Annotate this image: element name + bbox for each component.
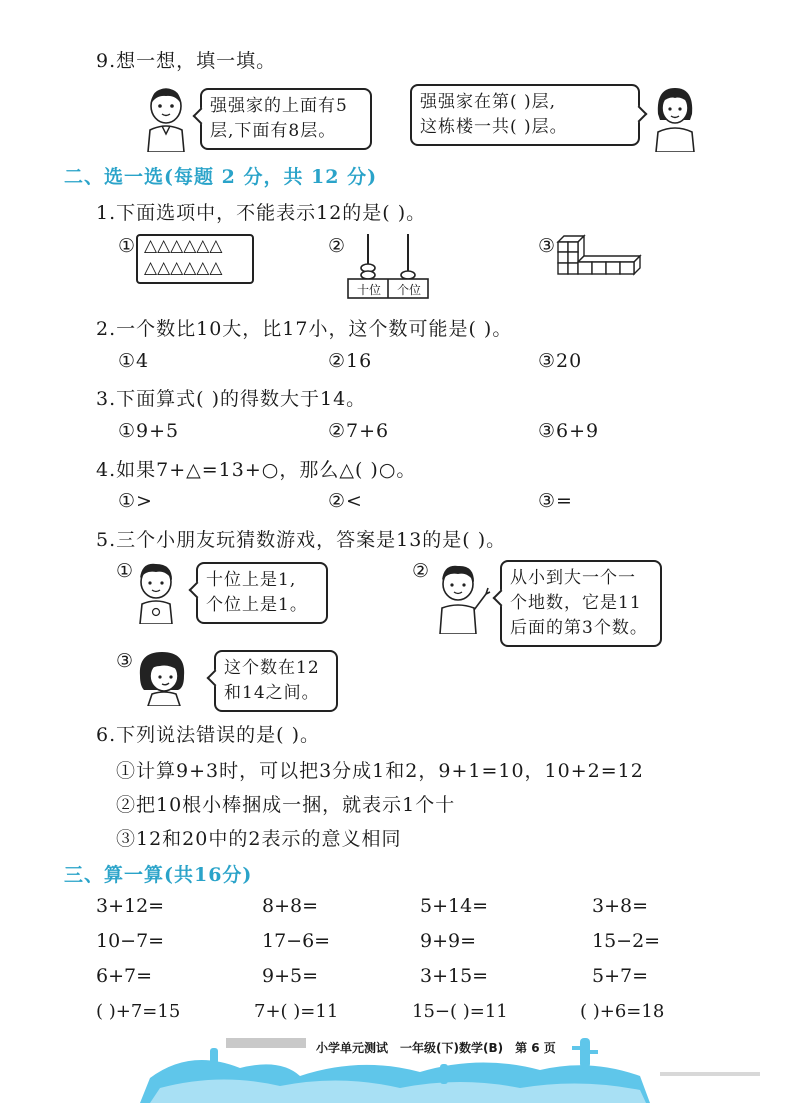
q2-option: ①4 xyxy=(118,350,150,372)
bubble-line: 个地数，它是11 xyxy=(510,593,642,613)
boy-illustration xyxy=(142,86,190,152)
q6-option: ①计算9+3时，可以把3分成1和2，9+1=10，10+2=12 xyxy=(116,760,644,782)
bubble-line: 十位上是1, xyxy=(206,570,297,590)
cubes-illustration xyxy=(556,234,642,276)
q2-option: ②16 xyxy=(328,350,373,372)
q3-stem: 3.下面算式( )的得数大于14。 xyxy=(96,388,367,410)
q1-option-c-mark: ③ xyxy=(538,235,557,257)
bubble-line: 这个数在12 xyxy=(224,658,320,678)
calc-item: 7+( )=11 xyxy=(254,1001,339,1022)
calc-item: 5+14= xyxy=(420,895,489,917)
q9-title: 9.想一想，填一填。 xyxy=(96,50,277,72)
bubble-line: 从小到大一个一 xyxy=(510,568,636,588)
abacus-ones-label: 个位 xyxy=(396,283,421,297)
q5-mark-2: ② xyxy=(412,560,431,582)
q3-option: ②7+6 xyxy=(328,420,390,442)
calc-item: 6+7= xyxy=(96,965,153,987)
girl-illustration xyxy=(652,84,698,152)
calc-item: 9+5= xyxy=(262,965,319,987)
calc-item: 10−7= xyxy=(96,930,165,952)
calc-item: 9+9= xyxy=(420,930,477,952)
calc-item: 5+7= xyxy=(592,965,649,987)
bubble-line: 强强家的上面有5 xyxy=(210,96,348,116)
q2-option: ③20 xyxy=(538,350,583,372)
abacus-tens-label: 十位 xyxy=(356,283,381,297)
q4-option: ①> xyxy=(118,490,153,512)
section3-heading: 三、算一算(共16分) xyxy=(64,864,253,886)
q6-option: ③12和20中的2表示的意义相同 xyxy=(116,828,402,850)
q5-mark-1: ① xyxy=(116,560,135,582)
q5-bubble-3 xyxy=(214,650,338,712)
q6-option: ②把10根小棒捆成一捆，就表示1个十 xyxy=(116,794,456,816)
calc-item: ( )+7=15 xyxy=(96,1001,181,1022)
calc-item: 15−2= xyxy=(592,930,661,952)
q3-option: ①9+5 xyxy=(118,420,180,442)
q5-mark-3: ③ xyxy=(116,650,135,672)
q4-option: ③= xyxy=(538,490,573,512)
footer-title: 小学单元测试 一年级(下)数学(B) 第 6 页 xyxy=(316,1041,556,1055)
q2-stem: 2.一个数比10大，比17小，这个数可能是( )。 xyxy=(96,318,513,340)
triangles-row: △△△△△△ xyxy=(144,236,223,256)
triangles-row: △△△△△△ xyxy=(144,258,223,278)
bubble-line: 这栋楼一共( )层。 xyxy=(420,117,568,137)
calc-item: 3+15= xyxy=(420,965,489,987)
q3-option: ③6+9 xyxy=(538,420,600,442)
q6-stem: 6.下列说法错误的是( )。 xyxy=(96,724,320,746)
q1-option-b-mark: ② xyxy=(328,235,347,257)
bubble-line: 强强家在第( )层, xyxy=(420,92,557,112)
calc-item: ( )+6=18 xyxy=(580,1001,665,1022)
bubble-line: 后面的第3个数。 xyxy=(510,618,648,638)
q5-stem: 5.三个小朋友玩猜数游戏，答案是13的是( )。 xyxy=(96,529,507,551)
section2-heading: 二、选一选(每题 2 分，共 12 分) xyxy=(64,166,378,188)
calc-item: 15−( )=11 xyxy=(412,1001,508,1022)
child-1-illustration xyxy=(130,560,182,624)
bubble-line: 和14之间。 xyxy=(224,683,320,703)
calc-item: 17−6= xyxy=(262,930,331,952)
triangles-box xyxy=(136,234,254,284)
bubble-line: 个位上是1。 xyxy=(206,595,308,615)
q4-stem: 4.如果7+△=13+○，那么△( )○。 xyxy=(96,459,417,481)
bubble-line: 层,下面有8层。 xyxy=(210,121,337,141)
q1-stem: 1.下面选项中，不能表示12的是( )。 xyxy=(96,202,427,224)
q4-option: ②< xyxy=(328,490,363,512)
calc-item: 8+8= xyxy=(262,895,319,917)
q5-bubble-1 xyxy=(196,562,328,624)
q9-girl-bubble xyxy=(410,84,640,146)
q5-bubble-2 xyxy=(500,560,662,647)
q1-option-a-mark: ① xyxy=(118,235,137,257)
calc-item: 3+12= xyxy=(96,895,165,917)
child-3-illustration xyxy=(134,648,192,706)
q9-boy-bubble xyxy=(200,88,372,150)
child-2-illustration xyxy=(430,560,492,634)
calc-item: 3+8= xyxy=(592,895,649,917)
